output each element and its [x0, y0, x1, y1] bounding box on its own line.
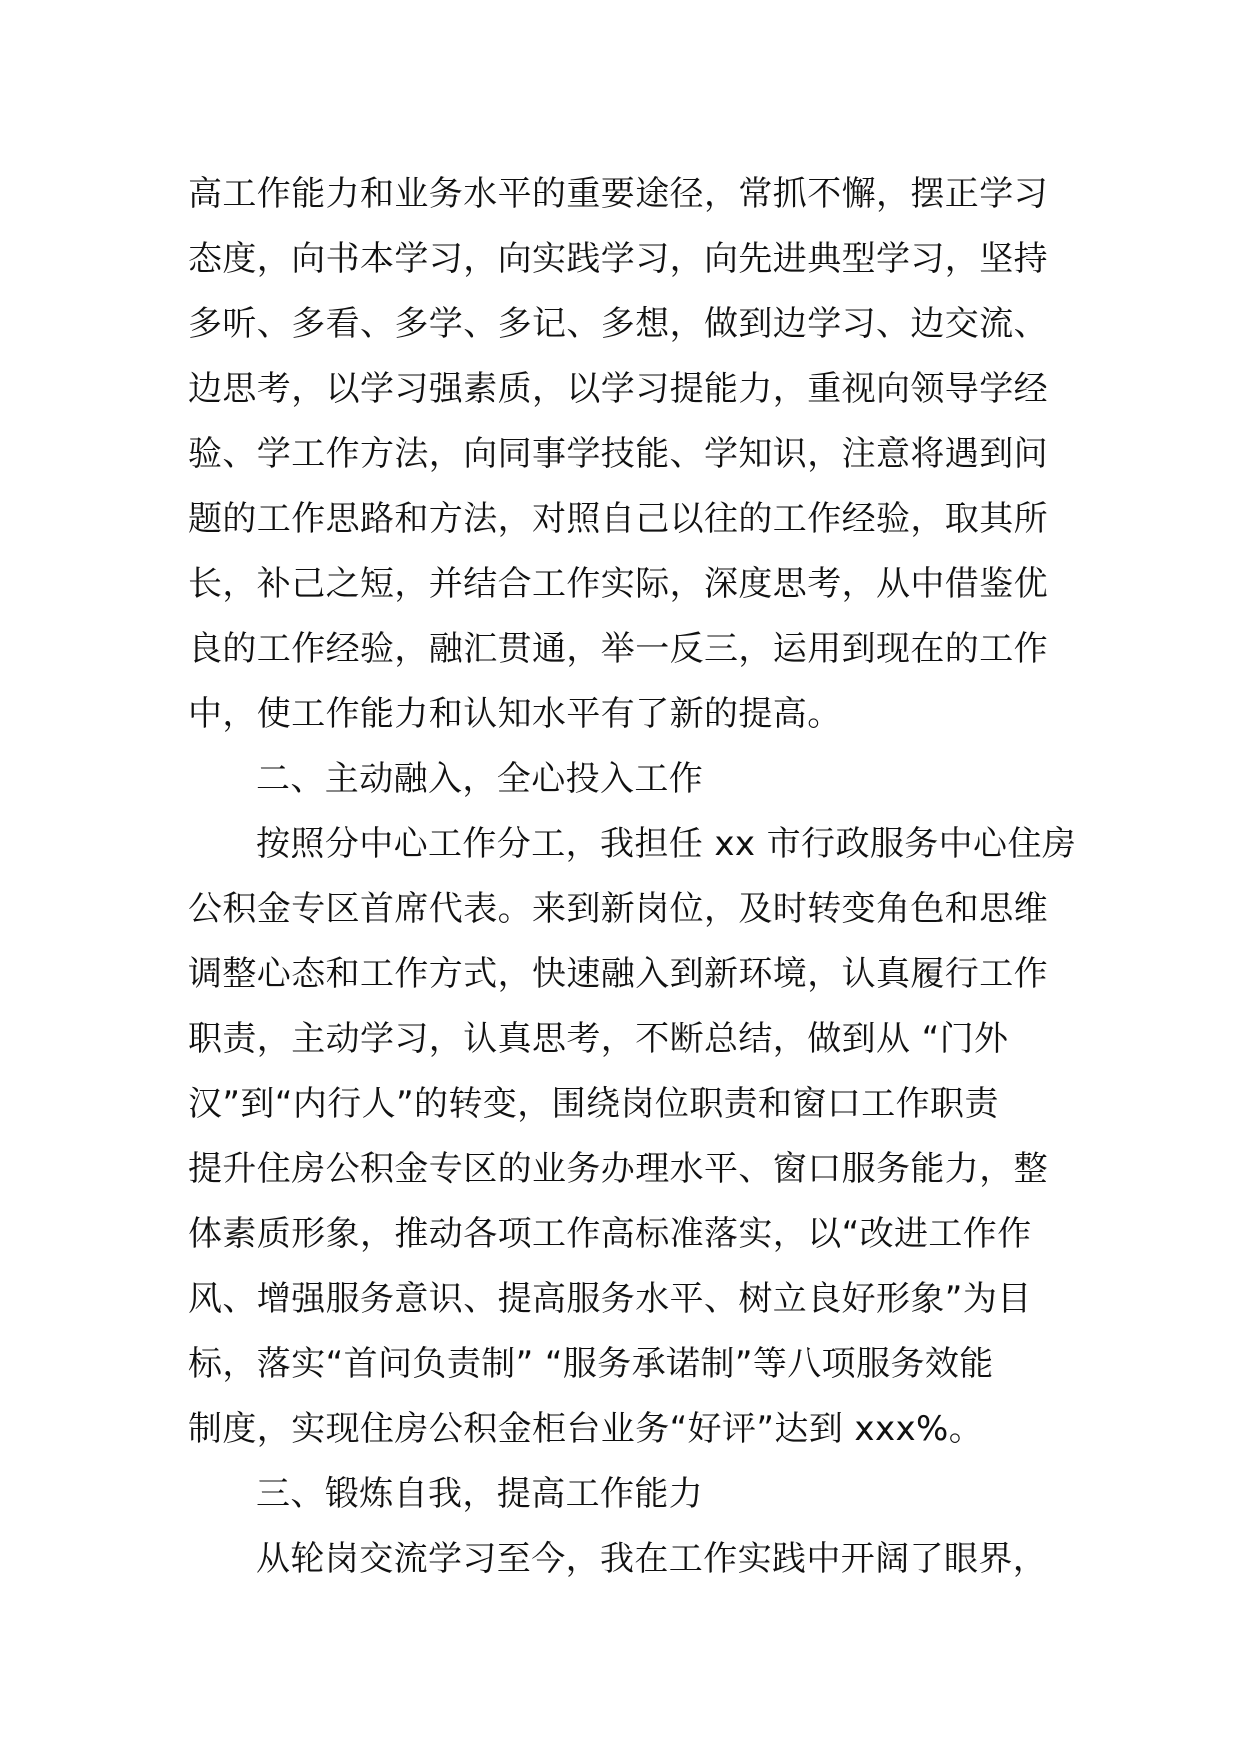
text-line: 题的工作思路和方法，对照自己以往的工作经验，取其所 — [188, 499, 1048, 539]
text-line: 良的工作经验，融汇贯通，举一反三，运用到现在的工作 — [188, 629, 1048, 669]
text-line: 公积金专区首席代表。来到新岗位，及时转变角色和思维 — [188, 889, 1048, 929]
text-line: 态度，向书本学习，向实践学习，向先进典型学习，坚持 — [188, 239, 1048, 279]
text-line: 边思考，以学习强素质，以学习提能力，重视向领导学经 — [188, 369, 1048, 409]
section-heading: 二、主动融入，全心投入工作 — [256, 759, 704, 799]
paragraph-first-line: 按照分中心工作分工，我担任 xx 市行政服务中心住房 — [256, 824, 1077, 864]
text-line: 风、增强服务意识、提高服务水平、树立良好形象”为目 — [188, 1279, 1032, 1319]
text-line: 汉”到“内行人”的转变，围绕岗位职责和窗口工作职责 — [188, 1084, 999, 1124]
text-line: 中，使工作能力和认知水平有了新的提高。 — [188, 694, 842, 734]
text-line: 调整心态和工作方式，快速融入到新环境，认真履行工作 — [188, 954, 1048, 994]
text-line: 体素质形象，推动各项工作高标准落实，以“改进工作作 — [188, 1214, 1032, 1254]
paragraph-first-line: 从轮岗交流学习至今，我在工作实践中开阔了眼界， — [256, 1539, 1048, 1579]
text-line: 多听、多看、多学、多记、多想，做到边学习、边交流、 — [188, 304, 1048, 344]
text-line: 标，落实“首问负责制” “服务承诺制”等八项服务效能 — [188, 1344, 994, 1384]
text-line: 提升住房公积金专区的业务办理水平、窗口服务能力，整 — [188, 1149, 1048, 1189]
text-line: 制度，实现住房公积金柜台业务“好评”达到 xxx%。 — [188, 1409, 984, 1449]
text-line: 职责，主动学习，认真思考，不断总结，做到从 “门外 — [188, 1019, 1009, 1059]
document-body — [188, 162, 1077, 1592]
text-line: 高工作能力和业务水平的重要途径，常抓不懈，摆正学习 — [188, 174, 1048, 214]
section-heading: 三、锻炼自我，提高工作能力 — [256, 1474, 704, 1514]
text-line: 验、学工作方法，向同事学技能、学知识，注意将遇到问 — [188, 434, 1048, 474]
text-line: 长，补己之短，并结合工作实际，深度思考，从中借鉴优 — [188, 564, 1048, 604]
